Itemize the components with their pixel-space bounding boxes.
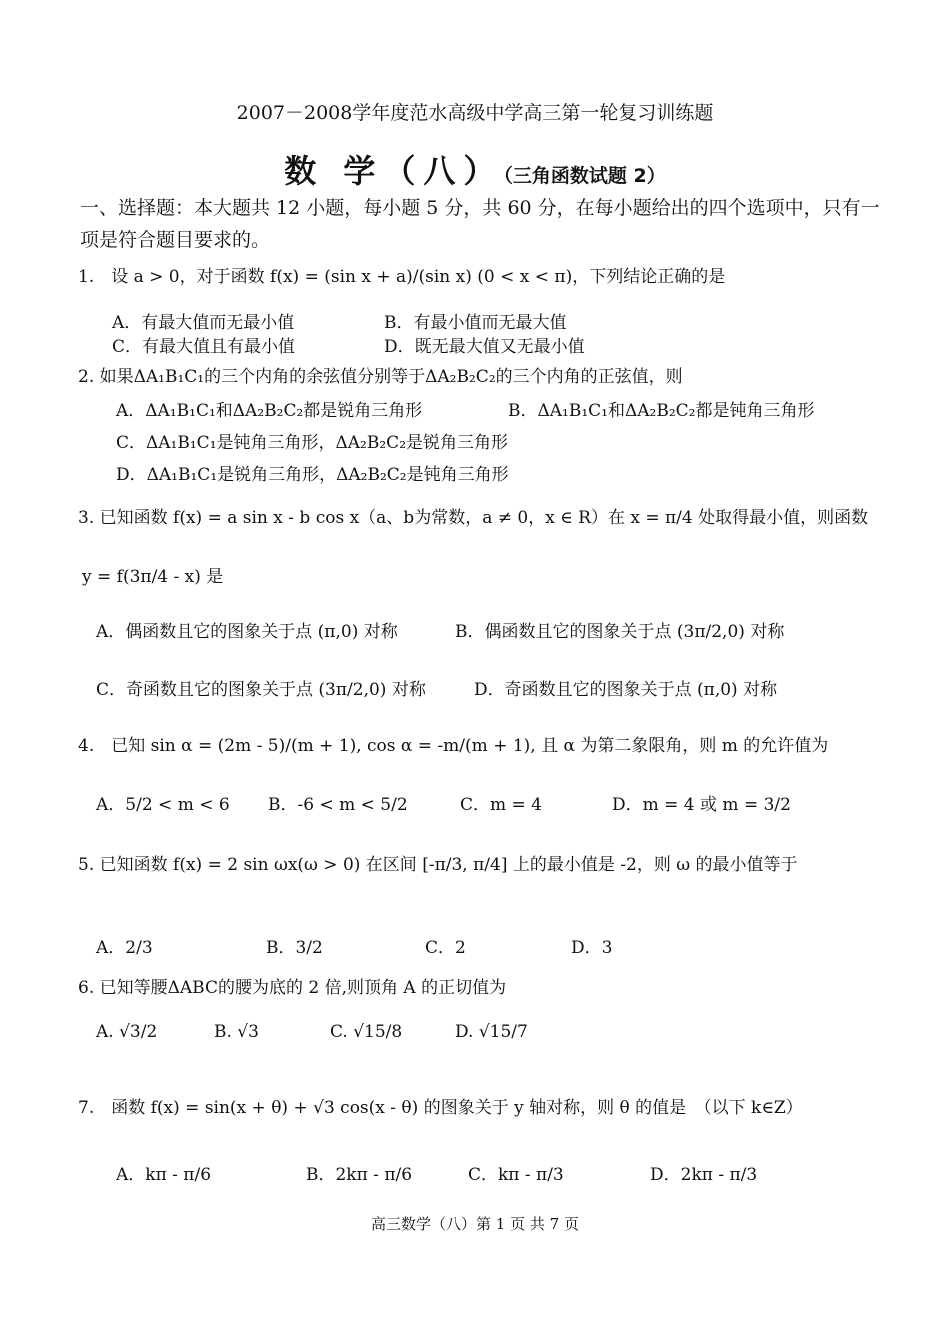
q1-stem: 1. 设 a > 0，对于函数 f(x) = (sin x + a)/(sin x) (0 < x < π)，下列结论正确的是 [78,267,726,287]
q2-stem: 2. 如果ΔA₁B₁C₁的三个内角的余弦值分别等于ΔA₂B₂C₂的三个内角的正弦值，则 [78,367,683,387]
q5-option-b: B．3/2 [266,938,323,958]
q3-stem: 3. 已知函数 f(x) = a sin x - b cos x（a、b为常数，a ≠ 0，x ∈ R）在 x = π/4 处取得最小值，则函数 [78,508,869,528]
q6-stem: 6. 已知等腰ΔABC的腰为底的 2 倍,则顶角 A 的正切值为 [78,978,507,998]
q6-option-b: B. √3 [214,1022,259,1042]
q2-option-d: D．ΔA₁B₁C₁是锐角三角形，ΔA₂B₂C₂是钝角三角形 [116,465,509,485]
q7-option-a: A．kπ - π/6 [116,1165,212,1185]
exam-title [0,146,950,192]
q1-option-a: A．有最大值而无最小值 [112,313,295,333]
q4-option-d: D．m = 4 或 m = 3/2 [612,795,791,815]
q4-option-b: B．-6 < m < 5/2 [268,795,408,815]
q4-stem: 4. 已知 sin α = (2m - 5)/(m + 1), cos α = -m/(m + 1), 且 α 为第二象限角，则 m 的允许值为 [78,736,829,756]
q2-option-a: A．ΔA₁B₁C₁和ΔA₂B₂C₂都是锐角三角形 [116,401,423,421]
exam-header: 2007－2008学年度范水高级中学高三第一轮复习训练题 [236,102,714,124]
title-sub: （三角函数试题 2） [503,165,666,187]
q7-option-c: C．kπ - π/3 [468,1165,564,1185]
q6-option-a: A. √3/2 [96,1022,158,1042]
q6-option-c: C. √15/8 [330,1022,403,1042]
q3-option-d: D．奇函数且它的图象关于点 (π,0) 对称 [474,680,778,700]
q7-option-d: D．2kπ - π/3 [650,1165,758,1185]
q5-option-c: C．2 [425,938,466,958]
title-main: 数 学（八） [284,152,504,190]
q1-option-b: B．有最小值而无最大值 [384,313,567,333]
q4-option-c: C．m = 4 [460,795,542,815]
q1-option-d: D．既无最大值又无最小值 [384,337,585,357]
q3-stem-continued: y = f(3π/4 - x) 是 [82,567,224,587]
q3-option-b: B．偶函数且它的图象关于点 (3π/2,0) 对称 [455,622,785,642]
page-footer: 高三数学（八）第 1 页 共 7 页 [371,1215,579,1233]
q4-option-a: A．5/2 < m < 6 [96,795,230,815]
q5-option-d: D．3 [571,938,613,958]
q6-option-d: D. √15/7 [455,1022,528,1042]
q3-option-c: C．奇函数且它的图象关于点 (3π/2,0) 对称 [96,680,426,700]
q1-option-c: C．有最大值且有最小值 [112,337,296,357]
q5-stem: 5. 已知函数 f(x) = 2 sin ωx(ω > 0) 在区间 [-π/3, π/4] 上的最小值是 -2，则 ω 的最小值等于 [78,855,798,875]
section-instructions: 一、选择题：本大题共 12 小题，每小题 5 分，共 60 分，在每小题给出的四个选项中，只有一项是符合题目要求的。 [80,197,880,251]
q7-option-b: B．2kπ - π/6 [306,1165,413,1185]
q2-option-c: C．ΔA₁B₁C₁是钝角三角形，ΔA₂B₂C₂是锐角三角形 [116,433,509,453]
q7-stem: 7. 函数 f(x) = sin(x + θ) + √3 cos(x - θ) 的图象关于 y 轴对称，则 θ 的值是 （以下 k∈Z） [78,1098,803,1118]
q5-option-a: A．2/3 [96,938,153,958]
q3-option-a: A．偶函数且它的图象关于点 (π,0) 对称 [96,622,398,642]
q2-option-b: B．ΔA₁B₁C₁和ΔA₂B₂C₂都是钝角三角形 [508,401,815,421]
